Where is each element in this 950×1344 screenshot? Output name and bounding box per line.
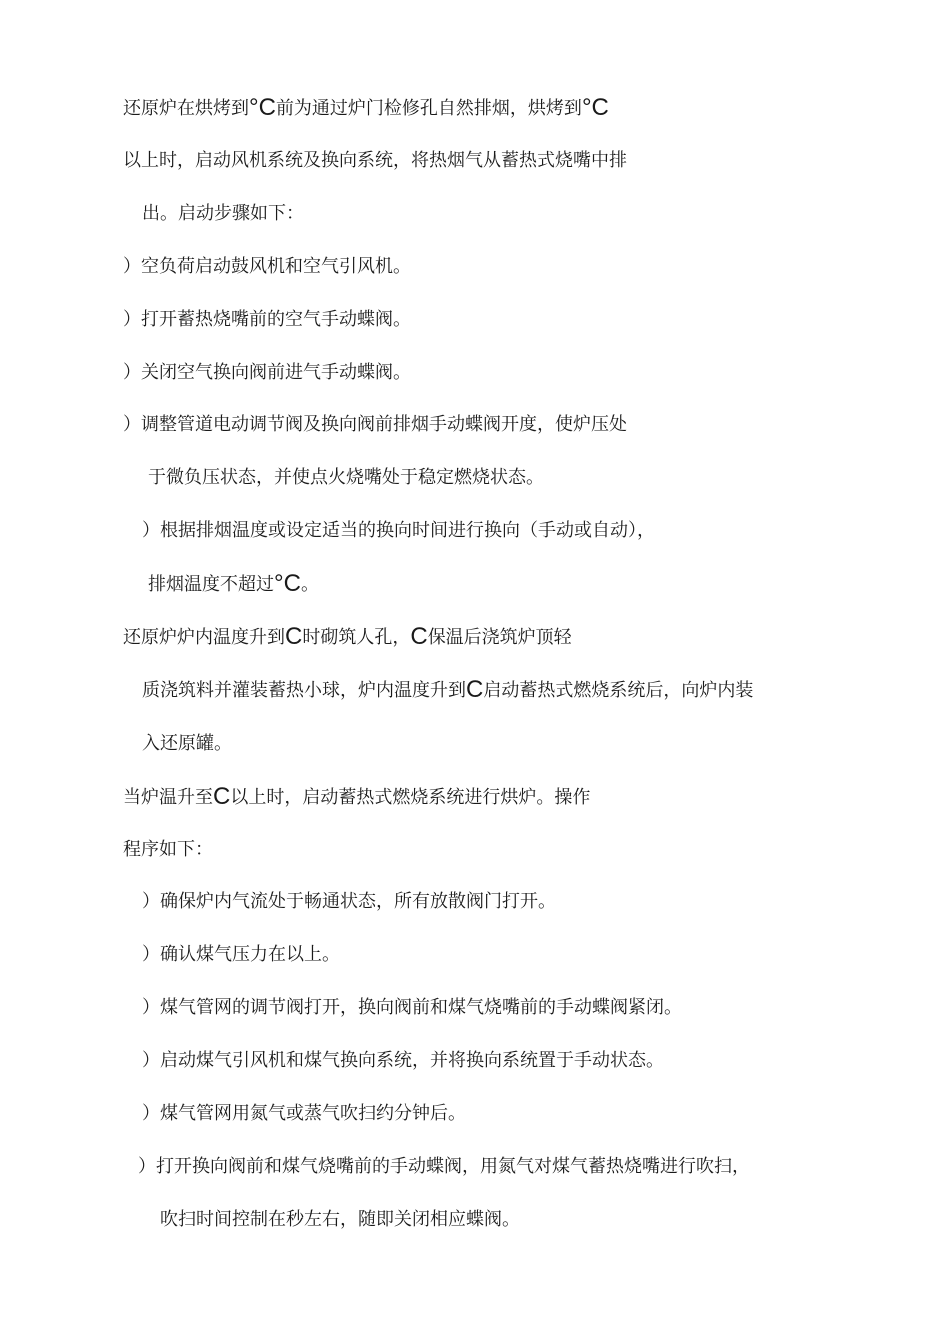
text-segment: ）打开蓄热烧嘴前的空气手动蝶阀。 [123,309,411,330]
list-item-9 [142,1048,664,1074]
text-segment: 还原炉在烘烤到 [123,98,249,119]
list-item-4-continued [148,465,544,491]
text-segment: 当炉温升至 [123,787,213,808]
list-item-3 [123,360,411,386]
list-item-11 [138,1154,750,1180]
text-segment: 保温后浇筑炉顶轻 [427,627,572,648]
text-segment: 排烟温度不超过 [148,574,274,595]
text-segment: ）打开换向阀前和煤气烧嘴前的手动蝶阀，用氮气对煤气蓄热烧嘴进行吹扫， [138,1156,750,1177]
unit-symbol: C [213,783,231,810]
text-segment: ）关闭空气换向阀前进气手动蝶阀。 [123,362,411,383]
paragraph-line-2 [123,148,627,174]
text-segment: 以上时，启动风机系统及换向系统，将热烟气从蓄热式烧嘴中排 [123,150,627,171]
text-segment: ）确认煤气压力在以上。 [142,944,340,965]
text-segment: 前为通过炉门检修孔自然排烟，烘烤到 [275,98,582,119]
paragraph-line-8 [123,837,213,863]
unit-symbol: C [466,676,484,703]
paragraph-line-1 [123,95,609,122]
text-segment: 启动蓄热式燃烧系统后，向炉内装 [483,680,754,701]
text-segment: 以上时，启动蓄热式燃烧系统进行烘炉。操作 [230,787,591,808]
unit-symbol: °C [581,94,609,121]
list-item-1 [123,254,411,280]
list-item-5 [142,518,655,544]
text-segment: 时砌筑人孔， [302,627,411,648]
list-item-2 [123,307,411,333]
unit-symbol: C [285,623,303,650]
text-segment: 出。启动步骤如下： [142,203,304,224]
unit-symbol: C [410,623,428,650]
paragraph-line-6 [142,731,232,757]
paragraph-line-4 [123,624,572,651]
text-segment: ）确保炉内气流处于畅通状态，所有放散阀门打开。 [142,891,556,912]
text-segment: 入还原罐。 [142,733,232,754]
list-item-7 [142,942,340,968]
paragraph-line-5 [142,677,753,704]
list-item-11-continued [160,1207,520,1233]
text-segment: 。 [300,574,319,595]
text-segment: ）启动煤气引风机和煤气换向系统，并将换向系统置于手动状态。 [142,1050,664,1071]
list-item-4 [123,412,627,438]
text-segment: 于微负压状态，并使点火烧嘴处于稳定燃烧状态。 [148,467,544,488]
paragraph-line-7 [123,784,590,811]
text-segment: ）调整管道电动调节阀及换向阀前排烟手动蝶阀开度，使炉压处 [123,414,627,435]
text-segment: 吹扫时间控制在秒左右，随即关闭相应蝶阀。 [160,1209,520,1230]
paragraph-line-3 [142,201,304,227]
text-segment: 程序如下： [123,839,213,860]
text-segment: 质浇筑料并灌装蓄热小球，炉内温度升到 [142,680,466,701]
list-item-10 [142,1101,466,1127]
text-segment: ）煤气管网用氮气或蒸气吹扫约分钟后。 [142,1103,466,1124]
list-item-6 [142,889,556,915]
unit-symbol: °C [274,570,301,597]
text-segment: ）根据排烟温度或设定适当的换向时间进行换向（手动或自动）， [142,520,655,541]
text-segment: 还原炉炉内温度升到 [123,627,285,648]
list-item-5-continued [148,571,319,598]
list-item-8 [142,995,682,1021]
text-segment: ）空负荷启动鼓风机和空气引风机。 [123,256,411,277]
unit-symbol: °C [249,94,276,121]
text-segment: ）煤气管网的调节阀打开，换向阀前和煤气烧嘴前的手动蝶阀紧闭。 [142,997,682,1018]
